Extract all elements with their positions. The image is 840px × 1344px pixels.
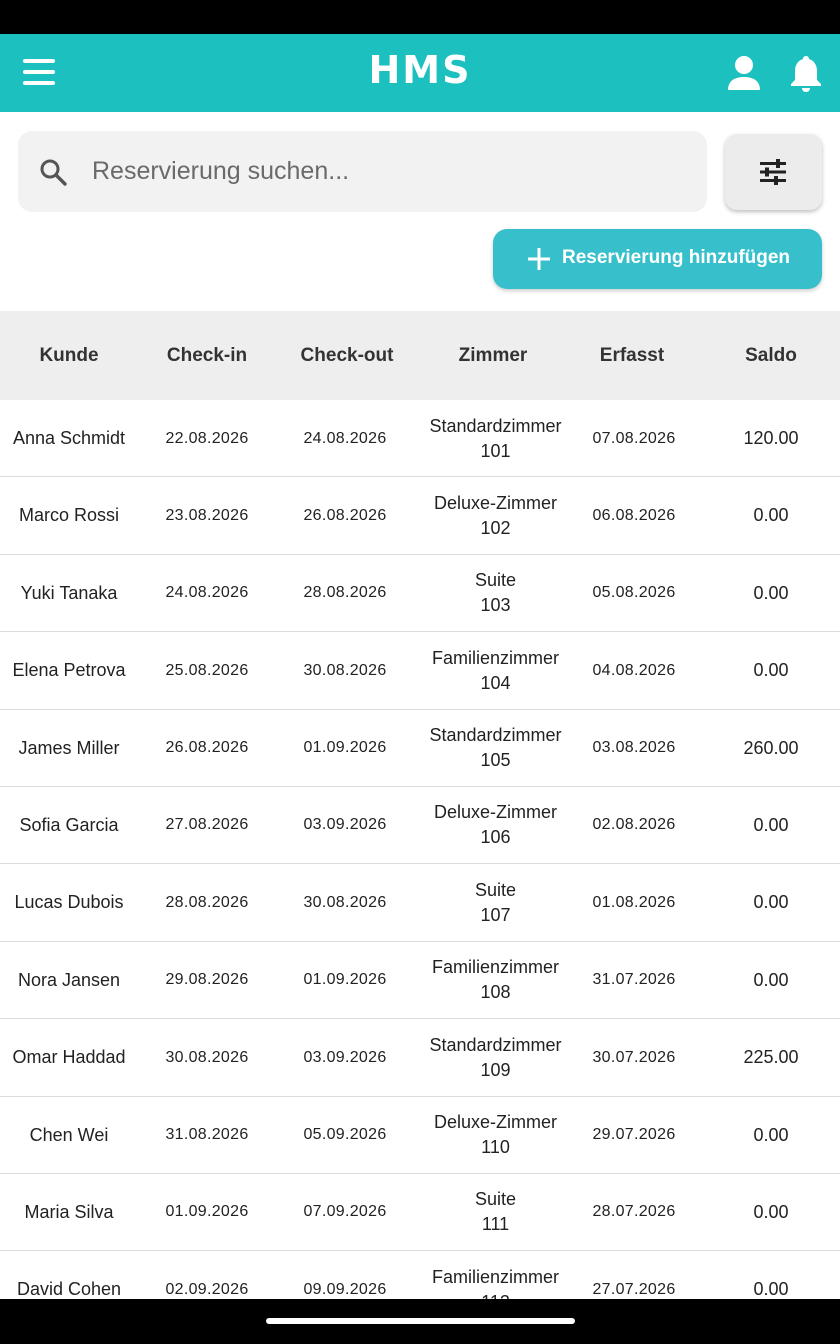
checkin-cell: 27.08.2026 [165,816,249,834]
recorded-cell: 28.07.2026 [592,1203,676,1221]
customer-cell: David Cohen [16,1279,122,1300]
checkout-cell: 01.09.2026 [303,739,387,757]
room-type: Suite [474,1189,517,1210]
filter-button[interactable] [725,134,822,210]
recorded-cell: 05.08.2026 [592,584,676,602]
room-type: Deluxe-Zimmer [433,1112,557,1133]
room-cell [414,1174,577,1251]
customer-cell: Yuki Tanaka [20,582,118,603]
balance-cell: 0.00 [753,1201,789,1222]
customer-cell: Nora Jansen [17,969,121,990]
recorded-cell: 27.07.2026 [592,1280,676,1298]
table-row[interactable] [0,942,840,1019]
room-number: 111 [481,1214,510,1235]
room-number: 106 [480,827,511,848]
column-header-checkin[interactable]: Check-in [166,345,248,366]
recorded-cell: 02.08.2026 [592,816,676,834]
checkout-cell: 07.09.2026 [303,1203,387,1221]
room-number: 102 [480,517,511,538]
room-type: Deluxe-Zimmer [433,492,557,513]
room-cell [414,1097,577,1174]
room-type: Standardzimmer [429,725,562,746]
recorded-cell: 07.08.2026 [592,429,676,447]
room-cell [414,632,577,709]
status-bar [0,0,840,34]
room-number: 104 [480,672,511,693]
checkout-cell: 03.09.2026 [303,1048,387,1066]
table-body [0,400,840,1329]
app-title: HMS [368,48,472,92]
checkin-cell: 28.08.2026 [165,893,249,911]
add-reservation-button[interactable] [493,229,822,289]
customer-cell: Omar Haddad [12,1047,126,1068]
checkout-cell: 28.08.2026 [303,584,387,602]
balance-cell: 120.00 [743,428,799,448]
checkout-cell: 03.09.2026 [303,816,387,834]
customer-cell: Chen Wei [29,1124,109,1145]
room-number: 110 [481,1137,510,1158]
room-cell [414,864,577,941]
recorded-cell: 30.07.2026 [592,1048,676,1066]
room-type: Suite [474,570,517,591]
customer-cell: Anna Schmidt [12,428,126,448]
room-type: Suite [474,879,517,900]
reservations-table [0,311,840,1329]
room-cell [414,477,577,554]
table-row[interactable] [0,1019,840,1096]
column-header-room[interactable]: Zimmer [458,345,528,366]
checkout-cell: 26.08.2026 [303,506,387,524]
checkin-cell: 29.08.2026 [165,971,249,989]
balance-cell: 0.00 [753,892,789,913]
recorded-cell: 31.07.2026 [592,971,676,989]
room-cell [414,710,577,787]
checkin-cell: 26.08.2026 [165,739,249,757]
notifications-button[interactable] [784,52,828,96]
room-cell [414,555,577,632]
room-cell [414,787,577,864]
balance-cell: 0.00 [753,660,789,681]
checkin-cell: 25.08.2026 [165,661,249,679]
column-header-checkout[interactable]: Check-out [300,345,394,366]
balance-cell: 0.00 [753,969,789,990]
room-type: Deluxe-Zimmer [433,802,557,823]
room-number: 108 [480,982,511,1003]
room-number: 101 [480,440,511,461]
balance-cell: 0.00 [753,582,789,603]
customer-cell: Elena Petrova [12,660,126,681]
search-box [18,131,707,212]
column-header-balance[interactable]: Saldo [745,345,797,366]
customer-cell: Sofia Garcia [19,814,119,835]
room-type: Familienzimmer [431,957,559,978]
room-number: 105 [480,750,511,771]
room-number: 107 [480,904,511,925]
checkout-cell: 05.09.2026 [303,1126,387,1144]
room-cell [414,400,577,477]
checkin-cell: 01.09.2026 [165,1203,249,1221]
checkout-cell: 30.08.2026 [303,893,387,911]
customer-cell: Maria Silva [24,1201,114,1222]
table-row[interactable] [0,400,840,477]
balance-cell: 0.00 [753,505,789,526]
checkout-cell: 01.09.2026 [303,971,387,989]
balance-cell: 225.00 [743,1047,799,1068]
table-row[interactable] [0,1174,840,1251]
column-header-recorded[interactable]: Erfasst [599,345,665,366]
table-row[interactable] [0,787,840,864]
table-row[interactable] [0,710,840,787]
room-cell [414,1019,577,1096]
person-icon [722,52,766,96]
table-row[interactable] [0,477,840,554]
home-handle[interactable] [266,1318,575,1324]
room-type: Standardzimmer [429,415,562,436]
checkout-cell: 24.08.2026 [303,429,387,447]
checkin-cell: 24.08.2026 [165,584,249,602]
balance-cell: 0.00 [753,1124,789,1145]
table-row[interactable] [0,864,840,941]
sliders-icon [758,157,788,187]
checkin-cell: 31.08.2026 [165,1126,249,1144]
recorded-cell: 29.07.2026 [592,1126,676,1144]
add-reservation-label: Reservierung hinzufügen [562,247,791,268]
search-input[interactable] [92,131,692,212]
room-cell [414,942,577,1019]
bell-icon [784,52,828,96]
room-type: Familienzimmer [431,647,559,668]
customer-cell: James Miller [18,737,120,758]
room-number: 109 [480,1059,511,1080]
recorded-cell: 01.08.2026 [592,893,676,911]
checkout-cell: 09.09.2026 [303,1280,387,1298]
balance-cell: 260.00 [743,737,799,758]
profile-button[interactable] [722,52,766,96]
customer-cell: Marco Rossi [18,505,120,526]
checkin-cell: 23.08.2026 [165,506,249,524]
recorded-cell: 06.08.2026 [592,506,676,524]
table-row[interactable] [0,1097,840,1174]
balance-cell: 0.00 [753,814,789,835]
customer-cell: Lucas Dubois [14,892,124,913]
table-row[interactable] [0,555,840,632]
table-row[interactable] [0,632,840,709]
checkin-cell: 02.09.2026 [165,1280,249,1298]
recorded-cell: 04.08.2026 [592,661,676,679]
recorded-cell: 03.08.2026 [592,739,676,757]
search-icon [38,157,68,187]
app-bar [0,34,840,112]
plus-icon [527,247,551,271]
room-type: Standardzimmer [429,1034,562,1055]
table-header [0,311,840,400]
checkin-cell: 30.08.2026 [165,1048,249,1066]
navigation-bar [0,1299,840,1344]
balance-cell: 0.00 [753,1279,789,1300]
room-type: Familienzimmer [431,1266,559,1287]
column-header-customer[interactable]: Kunde [39,345,99,366]
checkin-cell: 22.08.2026 [165,429,249,447]
room-number: 103 [480,595,511,616]
checkout-cell: 30.08.2026 [303,661,387,679]
